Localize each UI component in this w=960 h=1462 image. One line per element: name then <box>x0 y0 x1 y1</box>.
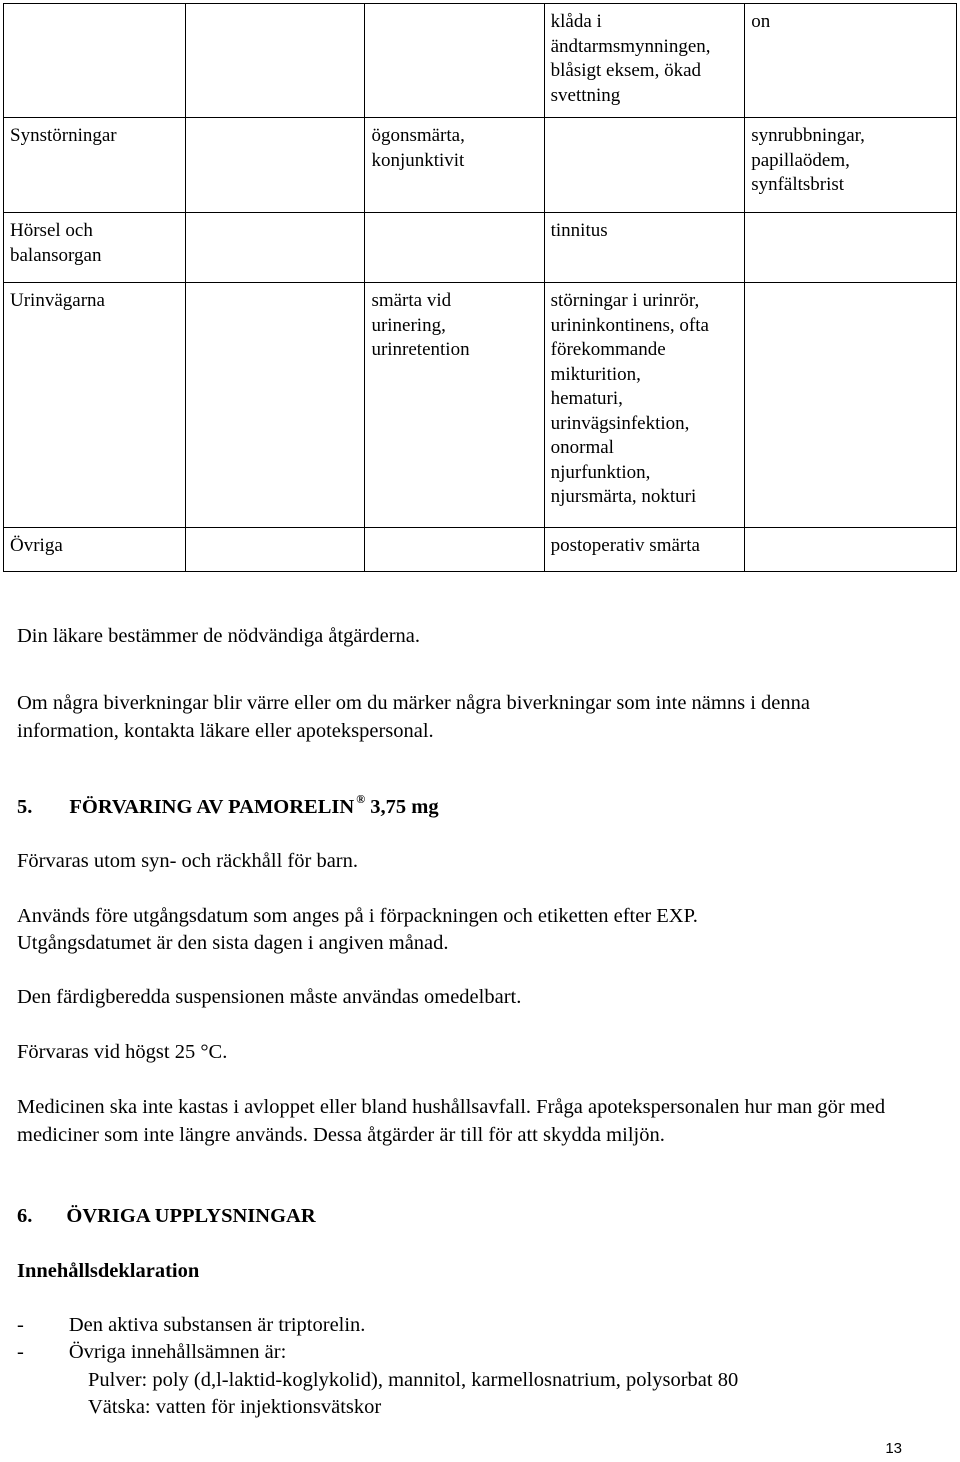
frequency-cell <box>365 4 544 118</box>
list-dash: - <box>17 1314 24 1336</box>
frequency-cell: ögonsmärta, konjunktivit <box>365 118 544 213</box>
frequency-cell <box>186 118 365 213</box>
section-title-strength: 3,75 mg <box>365 796 439 818</box>
frequency-cell <box>186 4 365 118</box>
frequency-cell <box>186 528 365 572</box>
expiry-note: Utgångsdatumet är den sista dagen i angiven månad. <box>17 932 449 954</box>
storage-paragraph: Förvaras utom syn- och räckhåll för barn. <box>17 850 358 872</box>
section-number: 5. <box>17 796 33 818</box>
frequency-cell <box>745 213 957 283</box>
section-6-heading <box>17 1203 316 1231</box>
frequency-cell <box>544 118 745 213</box>
frequency-cell <box>365 528 544 572</box>
list-item-text: Övriga innehållsämnen är: <box>68 1341 287 1363</box>
suspension-paragraph: Den färdigberedda suspensionen måste användas omedelbart. <box>17 986 522 1008</box>
organ-cell: Synstörningar <box>4 118 186 213</box>
table-row <box>4 213 957 283</box>
list-item <box>17 1312 365 1340</box>
table-row <box>4 283 957 528</box>
doctor-decides-paragraph: Din läkare bestämmer de nödvändiga åtgärderna. <box>17 625 420 647</box>
organ-cell <box>4 4 186 118</box>
frequency-cell: on <box>745 4 957 118</box>
list-dash: - <box>17 1341 24 1363</box>
report-side-effects-paragraph: Om några biverkningar blir värre eller om du märker några biverkningar som inte nämns i denna information, kontakta läkare eller apotekspersonal. <box>17 692 810 742</box>
section-title: FÖRVARING AV PAMORELIN <box>69 796 355 818</box>
frequency-cell <box>186 213 365 283</box>
declaration-heading: Innehållsdeklaration <box>17 1260 200 1282</box>
organ-cell: Övriga <box>4 528 186 572</box>
frequency-cell <box>365 213 544 283</box>
frequency-cell <box>745 283 957 528</box>
page-number: 13 <box>885 1440 902 1457</box>
organ-cell: Urinvägarna <box>4 283 186 528</box>
list-item <box>17 1339 286 1367</box>
temperature-paragraph: Förvaras vid högst 25 °C. <box>17 1041 228 1063</box>
frequency-cell <box>745 528 957 572</box>
section-number: 6. <box>17 1205 33 1227</box>
table-row <box>4 528 957 572</box>
frequency-cell: klåda i ändtarmsmynningen, blåsigt eksem, ökad svettning <box>544 4 745 118</box>
frequency-cell: postoperativ smärta <box>544 528 745 572</box>
frequency-cell <box>186 283 365 528</box>
table-row <box>4 118 957 213</box>
table-row <box>4 4 957 118</box>
section-title: ÖVRIGA UPPLYSNINGAR <box>66 1205 316 1227</box>
disposal-paragraph: Medicinen ska inte kastas i avloppet eller bland hushållsavfall. Fråga apotekspersonalen hur man gör med mediciner som inte längre används. Dessa åtgärder är till för att skydda miljön. <box>17 1096 886 1146</box>
sub-list-item: Vätska: vatten för injektionsvätskor <box>88 1396 382 1418</box>
sub-list-item: Pulver: poly (d,l-laktid-koglykolid), mannitol, karmellosnatrium, polysorbat 80 <box>88 1369 739 1391</box>
side-effects-table <box>3 3 957 572</box>
frequency-cell: tinnitus <box>544 213 745 283</box>
frequency-cell: störningar i urinrör, urininkontinens, ofta förekommande mikturition, hematuri, urinvägsinfektion, onormal njurfunktion, njursmärta, nokturi <box>544 283 745 528</box>
expiry-paragraph: Används före utgångsdatum som anges på i förpackningen och etiketten efter EXP. <box>17 905 698 927</box>
registered-mark: ® <box>356 792 366 806</box>
frequency-cell: synrubbningar, papillaödem, synfältsbrist <box>745 118 957 213</box>
section-5-heading <box>17 794 439 824</box>
organ-cell: Hörsel och balansorgan <box>4 213 186 283</box>
list-item-text: Den aktiva substansen är triptorelin. <box>68 1314 366 1336</box>
frequency-cell: smärta vid urinering, urinretention <box>365 283 544 528</box>
